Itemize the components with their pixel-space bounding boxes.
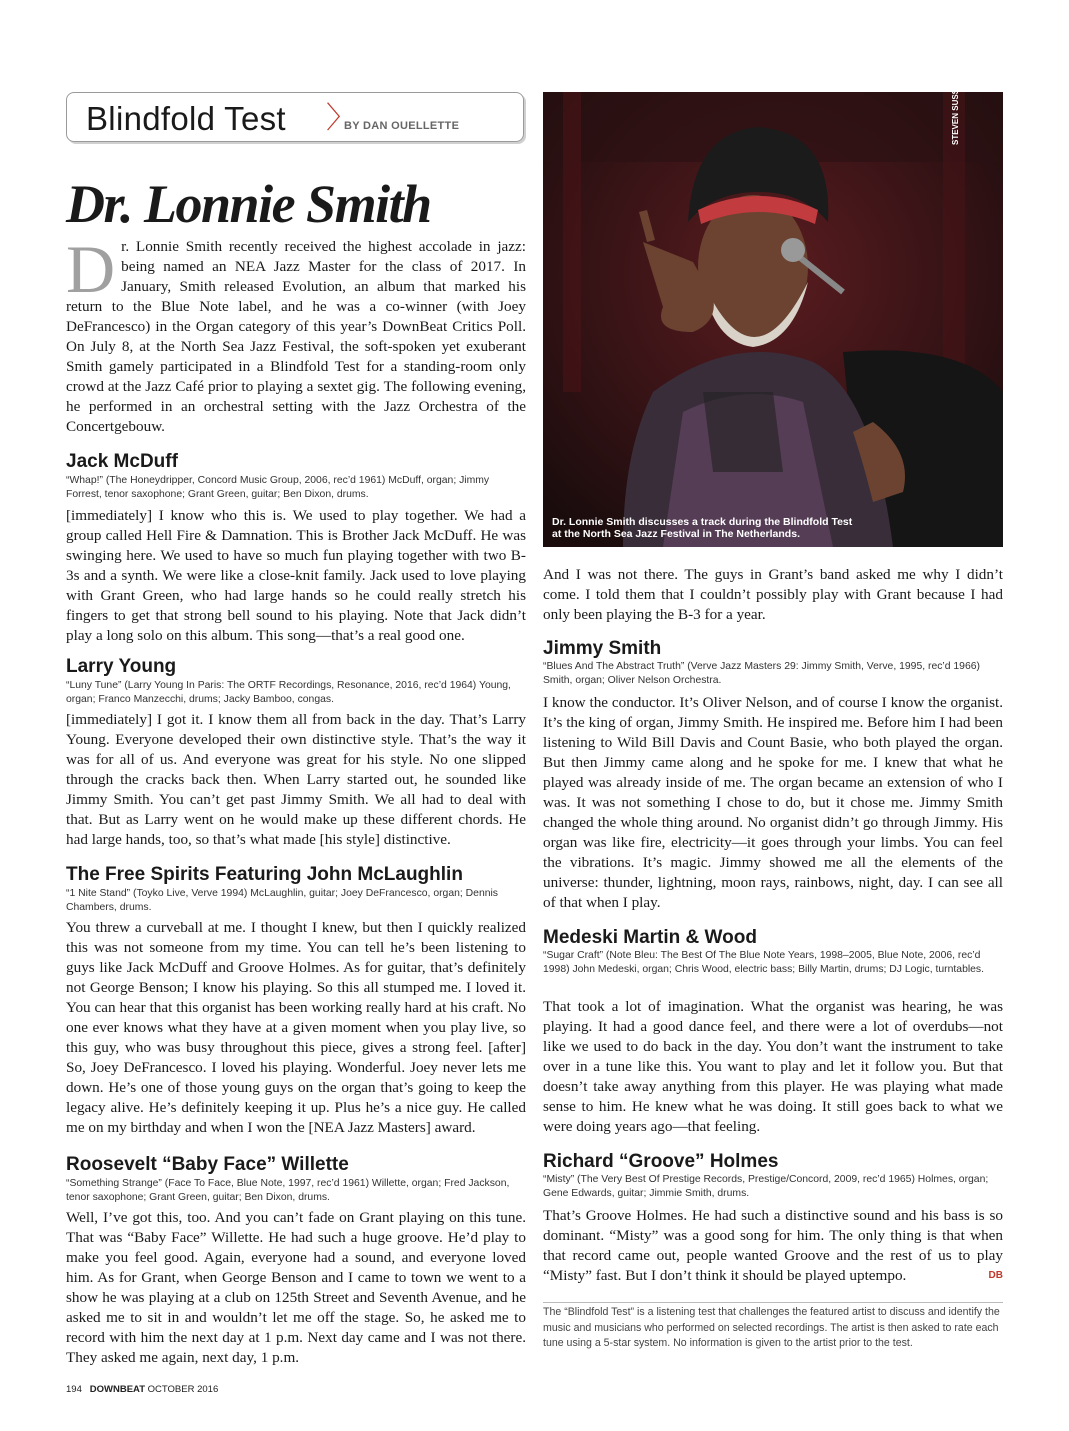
section-body-final <box>543 1206 1003 1286</box>
blindfold-note: The “Blindfold Test” is a listening test that challenges the featured artist to discuss and identify the music and musicians who performed on selected recordings. The artist is then asked to rate each tune using a 5-star system. No information is given to the artist prior to the test. <box>543 1302 1003 1352</box>
section-artist: Larry Young <box>66 656 177 677</box>
section-body: That took a lot of imagination. What the organist was hearing, he was playing. It had a good dance feel, and there were a lot of overdubs—not like we used to do back in the day. You don’t want the instrument to take over in a tune like this. You want to play and let it follow you. But that doesn’t take away anything from this player. He was playing what made sense to him. He knew what he was doing. It still goes back to what we were doing years ago—that feeling. <box>543 998 1003 1135</box>
section-credits: “Misty” (The Very Best Of Prestige Records, Prestige/Concord, 2009, rec’d 1965) Holmes, organ; Gene Edwards, guitar; Jimmie Smith, drums. <box>543 1174 989 1199</box>
section-artist: Jack McDuff <box>66 451 178 472</box>
intro-paragraph <box>66 231 526 437</box>
section-credits: “Luny Tune” (Larry Young In Paris: The ORTF Recordings, Resonance, 2016, rec’d 1964) Young, organ; Franco Manzecchi, drums; Jacky Bamboo, congas. <box>66 680 511 705</box>
dropcap: D <box>66 231 116 307</box>
page-number: 194 <box>66 1384 82 1395</box>
section-artist: Jimmy Smith <box>543 638 662 659</box>
section-credits: “Blues And The Abstract Truth” (Verve Jazz Masters 29: Jimmy Smith, Verve, 1995, rec’d 1966) Smith, organ; Oliver Nelson Orchestra. <box>543 661 980 686</box>
section-artist: Medeski Martin & Wood <box>543 927 757 948</box>
section-artist: Richard “Groove” Holmes <box>543 1151 779 1172</box>
section-credits: “1 Nite Stand” (Toyko Live, Verve 1994) McLaughlin, guitar; Joey DeFrancesco, organ; Dennis Chambers, drums. <box>66 888 499 913</box>
portrait-illustration <box>543 70 1003 547</box>
issue-date: OCTOBER 2016 <box>147 1384 219 1395</box>
magazine-name: DOWNBEAT <box>89 1384 146 1395</box>
section-body: That’s Groove Holmes. He had such a distinctive sound and his bass is so dominant. “Misty” was a good song for him. The only thing is that when that record came out, people wanted Groove and the rest of us to play “Misty” fast. But I don’t think it should be played uptempo. <box>543 1207 1003 1284</box>
section-body: I know the conductor. It’s Oliver Nelson, and of course I know the organist. It’s the king of organ, Jimmy Smith. He inspired me. Before him I had been listening to Wild Bill Davis and Count Basie, who both played the organ. But then Jimmy came along and he spoke for me. I knew that what he played was already inside of me. The organ became an extension of who I was. It was not something I chose to do, but it chose me. Jimmy Smith changed the whole thing around. No organist didn’t go through Jimmy. His organ was like fire, electricity—it goes through your limbs. You can feel the vibrations. It’s magic. Jimmy showed me all the elements of the universe: thunder, lightning, moon rays, rainbows, night, day. I can see all of that when I play. <box>543 694 1003 911</box>
department-title: Blindfold Test <box>86 100 286 137</box>
end-mark: DB <box>988 1270 1003 1281</box>
section-body: Well, I’ve got this, too. And you can’t fade on Grant playing on this tune. That was “Baby Face” Willette. He had such a huge groove. He’d play to make you feel good. Again, everyone had a sound, and everyone loved him. As for Grant, when George Benson and I came to town we went to a show he was playing at a club on 125th Street and Seventh Avenue, and he asked me to sit in and wouldn’t let me off the stage. So, he asked me to record with him the next day at 1 p.m. Next day came and I was not there. They asked me again, next day, 1 p.m. <box>66 1209 526 1366</box>
intro-text: r. Lonnie Smith recently received the highest accolade in jazz: being named an NEA Jazz Master for the class of 2017. In January, Smith released Evolution, an album that marked his return to the Blue Note label, and he was a co-winner (with Joey DeFrancesco) in the Organ category of this year’s DownBeat Critics Poll. On July 8, at the North Sea Jazz Festival, the soft-spoken yet exuberant Smith gamely participated in a Blindfold Test for a standing-room only crowd at the Jazz Café prior to playing a sextet gig. The following evening, he performed in an orchestral setting with the Jazz Orchestra of the Concertgebouw. <box>66 238 526 435</box>
photo-caption: Dr. Lonnie Smith discusses a track during the Blindfold Test at the North Sea Jazz Festival in The Netherlands. <box>552 516 853 540</box>
article-title: Dr. Lonnie Smith <box>66 174 431 234</box>
section-body: [immediately] I got it. I know them all from back in the day. That’s Larry Young. Everyone developed their own distinctive style. That’s the way it was for all of us. And everyone was great for his style. No one slipped through the cracks back then. When Larry started out, he sounded like Jimmy Smith. You can’t get past Jimmy Smith. We all had to deal with that. But as Larry went on he would make up these different chords. He had large hands, too, so that’s what made [his style] distinctive. <box>66 711 526 848</box>
section-credits: “Sugar Craft” (Note Bleu: The Best Of The Blue Note Years, 1998–2005, Blue Note, 2006, rec’d 1998) John Medeski, organ; Chris Wood, electric bass; Billy Martin, drums; DJ Logic, turntables. <box>543 950 985 975</box>
section-body: You threw a curveball at me. I thought I knew, but then I quickly realized this was not someone from my time. You can tell he’s been listening to guys like Jack McDuff and Groove Holmes. As for guitar, that’s definitely not George Benson; I know his playing. So this all stumped me. I loved it. You can hear that this organist has been working really hard at his craft. No one ever knows what they have at a given moment when you play live, so this guy, who was busy throughout this piece, gives a strong feel. [after] So, Joey DeFrancesco. I loved his playing. Wonderful. Joey never lets me down. He’s one of those young guys on the organ that’s going to keep the legacy alive. He’s definitely keeping it up. Plus he’s a nice guy. He called me on my birthday and when I won the [NEA Jazz Masters] award. <box>66 919 526 1136</box>
section-artist: The Free Spirits Featuring John McLaughlin <box>66 864 463 885</box>
photo-credit: STEVEN SUSSMAN <box>951 70 960 145</box>
section-credits: “Something Strange” (Face To Face, Blue Note, 1997, rec’d 1961) Willette, organ; Fred Jackson, tenor saxophone; Grant Green, guitar; Ben Dixon, drums. <box>66 1178 510 1203</box>
chevron-right-icon: 〉 <box>326 102 356 135</box>
artist-photo <box>543 70 1003 547</box>
section-credits: “Whap!” (The Honeydripper, Concord Music Group, 2006, rec’d 1961) McDuff, organ; Jimmy Forrest, tenor saxophone; Grant Green, guitar; Ben Dixon, drums. <box>66 475 490 500</box>
section-body-continued: And I was not there. The guys in Grant’s band asked me why I didn’t come. I told them that I couldn’t possibly play with Grant because I had only been playing the B-3 for a year. <box>543 566 1003 623</box>
section-body: [immediately] I know who this is. We used to play together. We had a group called Hell Fire & Damnation. This is Brother Jack McDuff. He was swinging here. We used to have so much fun playing together with two B-3s and a synth. We were like a close-knit family. Jack used to love playing with Grant Green, who had large hands so he could really stretch his fingers to get that strong bell sound to his playing. Note that Jack didn’t play a long solo on this album. This song—that’s a real good one. <box>66 507 526 644</box>
section-artist: Roosevelt “Baby Face” Willette <box>66 1154 349 1175</box>
footer <box>66 1384 218 1395</box>
byline: BY DAN OUELLETTE <box>344 120 460 132</box>
